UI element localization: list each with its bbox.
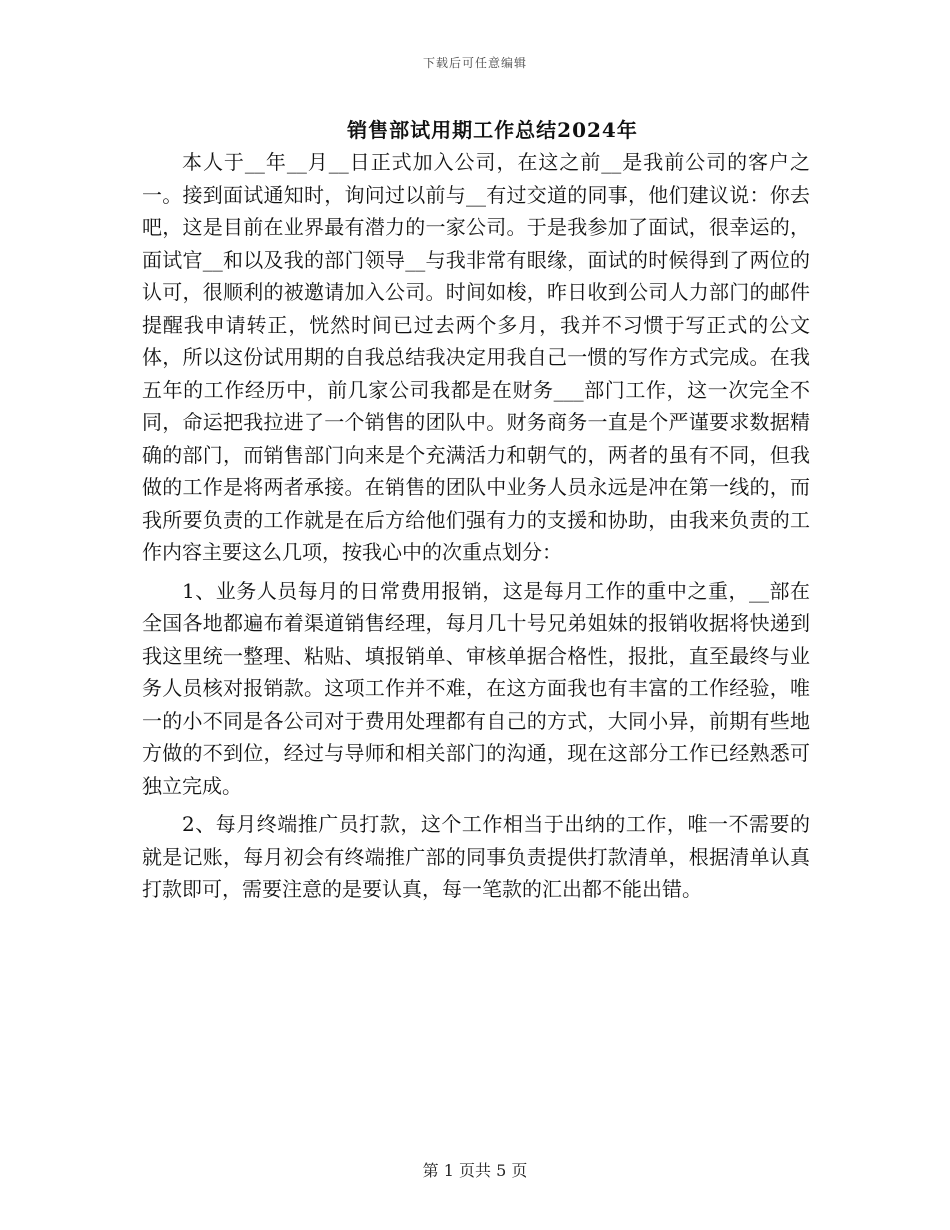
document-body [142,146,810,906]
body-paragraph-intro: 本人于__年__月__日正式加入公司，在这之前__是我前公司的客户之一。接到面试通知时，询问过以前与__有过交道的同事，他们建议说：你去吧，这是目前在业界最有潜力的一家公司。于是我参加了面试，很幸运的，面试官__和以及我的部门领导__与我非常有眼缘，面试的时候得到了两位的认可，很顺利的被邀请加入公司。时间如梭，昨日收到公司人力部门的邮件提醒我申请转正，恍然时间已过去两个多月，我并不习惯于写正式的公文体，所以这份试用期的自我总结我决定用我自己一惯的写作方式完成。在我五年的工作经历中，前几家公司我都是在财务___部门工作，这一次完全不同，命运把我拉进了一个销售的团队中。财务商务一直是个严谨要求数据精确的部门，而销售部门向来是个充满活力和朝气的，两者的虽有不同，但我做的工作是将两者承接。在销售的团队中业务人员永远是冲在第一线的，而我所要负责的工作就是在后方给他们强有力的支援和协助，由我来负责的工作内容主要这么几项，按我心中的次重点划分： [142,150,810,564]
document-title: 销售部试用期工作总结2024年 [347,118,638,142]
body-paragraph-item-2: 2、每月终端推广员打款，这个工作相当于出纳的工作，唯一不需要的就是记账，每月初会有终端推广部的同事负责提供打款清单，根据清单认真打款即可，需要注意的是要认真，每一笔款的汇出都不能出错。 [142,812,810,901]
header-note: 下载后可任意编辑 [422,56,527,70]
page-number: 第 1 页共 5 页 [422,1161,528,1180]
body-paragraph-item-1: 1、业务人员每月的日常费用报销，这是每月工作的重中之重，__部在全国各地都遍布着渠道销售经理，每月几十号兄弟姐妹的报销收据将快递到我这里统一整理、粘贴、填报销单、审核单据合格性，报批，直至最终与业务人员核对报销款。这项工作并不难，在这方面我也有丰富的工作经验，唯一的小不同是各公司对于费用处理都有自己的方式，大同小异，前期有些地方做的不到位，经过与导师和相关部门的沟通，现在这部分工作已经熟悉可独立完成。 [142,578,810,798]
